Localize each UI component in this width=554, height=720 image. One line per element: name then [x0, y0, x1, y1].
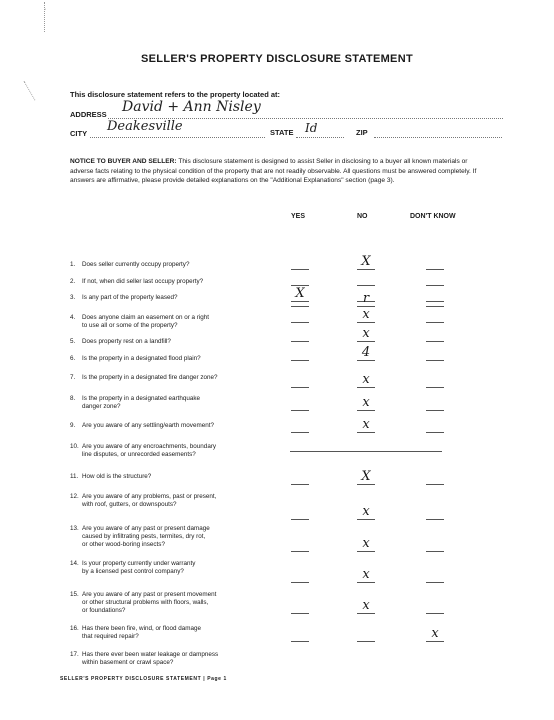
question-item	[70, 395, 285, 411]
scan-streak	[23, 81, 36, 101]
notice-paragraph	[70, 157, 490, 186]
address-label: ADDRESS	[70, 110, 107, 119]
question-text-continued: within basement or crawl space?	[82, 659, 174, 666]
question-text: Is any part of the property leased?	[82, 294, 178, 301]
question-text: Has there ever been water leakage or dampness	[82, 651, 219, 658]
answer-blank-yes[interactable]	[291, 432, 309, 433]
zip-label: ZIP	[356, 128, 368, 137]
answer-blank-yes[interactable]	[291, 322, 309, 323]
answer-blank-dont-know[interactable]	[426, 613, 444, 614]
question-text-continued: to use all or some of the property?	[82, 322, 178, 329]
question-number: 9.	[70, 422, 76, 429]
handwritten-check-mark: x	[362, 567, 370, 582]
answer-blank-dont-know[interactable]	[426, 322, 444, 323]
answer-blank-no[interactable]	[357, 341, 375, 342]
question-item	[70, 422, 285, 430]
answer-blank-yes[interactable]	[291, 410, 309, 411]
handwritten-check-mark: X	[295, 286, 305, 301]
handwritten-check-mark: x	[362, 307, 370, 322]
handwritten-check-mark: x	[362, 536, 370, 551]
question-number: 16.	[70, 625, 79, 632]
city-label: CITY	[70, 129, 88, 138]
question-number: 5.	[70, 338, 76, 345]
handwritten-check-mark: x	[431, 626, 439, 641]
question-text-continued: or foundations?	[82, 607, 126, 614]
answer-blank-yes[interactable]	[291, 613, 309, 614]
answer-blank-yes[interactable]	[291, 341, 309, 342]
question-text: Is the property in a designated fire danger zone?	[82, 374, 218, 381]
question-text-continued: caused by infiltrating pests, termites, dry rot,	[82, 533, 206, 540]
state-value: Id	[305, 121, 318, 135]
question-text-continued: with roof, gutters, or downspouts?	[82, 501, 177, 508]
answer-blank-dont-know[interactable]	[426, 519, 444, 520]
answer-blank-dont-know[interactable]	[426, 387, 444, 388]
city-underline	[90, 137, 265, 138]
question-number: 11.	[70, 473, 79, 480]
question-item	[70, 651, 285, 667]
question-number: 12.	[70, 493, 79, 500]
question-text: Is the property in a designated flood plain?	[82, 355, 201, 362]
structure-age-line	[290, 451, 442, 452]
question-text: Are you aware of any problems, past or present,	[82, 493, 217, 500]
handwritten-check-mark: 4	[361, 345, 371, 360]
question-number: 8.	[70, 395, 76, 402]
question-text-continued: or other wood-boring insects?	[82, 541, 165, 548]
answer-blank-no[interactable]	[357, 582, 375, 583]
answer-blank-yes[interactable]	[291, 582, 309, 583]
question-item	[70, 473, 285, 481]
column-dont-know: DON'T KNOW	[410, 213, 456, 220]
question-item	[70, 625, 285, 641]
question-item	[70, 374, 285, 382]
answer-blank-no[interactable]	[357, 410, 375, 411]
answer-blank-dont-know[interactable]	[426, 484, 444, 485]
address-value: David + Ann Nisley	[122, 99, 261, 115]
handwritten-check-mark: x	[362, 395, 370, 410]
answer-blank-yes[interactable]	[291, 551, 309, 552]
question-text: Is the property in a designated earthquake	[82, 395, 200, 402]
intro-text: This disclosure statement refers to the property located at:	[70, 90, 281, 99]
answer-blank-yes[interactable]	[291, 484, 309, 485]
question-text-continued: by a licensed pest control company?	[82, 568, 184, 575]
scan-mark: ·	[44, 6, 47, 13]
question-number: 4.	[70, 314, 76, 321]
city-value: Deakesville	[107, 119, 183, 134]
answer-blank-dont-know[interactable]	[426, 269, 444, 270]
scan-streak	[44, 2, 46, 32]
question-number: 17.	[70, 651, 79, 658]
question-text-continued: or other structural problems with floors, walls,	[82, 599, 209, 606]
answer-blank-yes[interactable]	[291, 301, 309, 302]
question-text-continued: that required repair?	[82, 633, 139, 640]
answer-blank-dont-know[interactable]	[426, 582, 444, 583]
question-text-continued: line disputes, or unrecorded easements?	[82, 451, 196, 458]
state-label: STATE	[270, 128, 294, 137]
answer-blank-no[interactable]	[357, 613, 375, 614]
question-text: Does anyone claim an easement on or a right	[82, 314, 210, 321]
answer-blank-yes[interactable]	[291, 387, 309, 388]
question-text: Does property rest on a landfill?	[82, 338, 171, 345]
answer-blank-yes[interactable]	[291, 641, 309, 642]
column-yes: YES	[291, 213, 306, 220]
question-text: How old is the structure?	[82, 473, 152, 480]
answer-blank-dont-know[interactable]	[426, 432, 444, 433]
column-no: NO	[357, 213, 368, 220]
question-text-continued: danger zone?	[82, 403, 121, 410]
question-item	[70, 591, 285, 615]
state-underline	[296, 137, 344, 138]
question-text: Are you aware of any encroachments, boundary	[82, 443, 217, 450]
question-number: 6.	[70, 355, 76, 362]
notice-lead: NOTICE TO BUYER AND SELLER:	[70, 158, 177, 165]
question-item	[70, 493, 285, 509]
handwritten-check-mark: x	[362, 326, 370, 341]
answer-blank-no[interactable]	[357, 269, 375, 270]
question-item	[70, 355, 285, 363]
page-footer: SELLER'S PROPERTY DISCLOSURE STATEMENT | Page 1	[60, 676, 227, 682]
question-item	[70, 525, 285, 549]
question-number: 14.	[70, 560, 79, 567]
handwritten-check-mark: x	[362, 598, 370, 613]
answer-blank-no[interactable]	[357, 641, 375, 642]
question-number: 3.	[70, 294, 76, 301]
zip-underline	[374, 137, 502, 138]
notice-body: This disclosure statement is designed to assist Seller in disclosing to a buyer all known materials or adverse facts relating to the physical condition of the property that are not readily observable. All questions must be answered completely. If answers are affirmative, please provide detailed explanations on the "Additional Explanations" section (page 3).	[70, 158, 477, 185]
question-number: 10.	[70, 443, 79, 450]
question-item	[70, 443, 285, 459]
question-number: 1.	[70, 261, 76, 268]
answer-blank-yes[interactable]	[291, 519, 309, 520]
handwritten-check-mark: x	[362, 504, 370, 519]
answer-blank-no[interactable]	[357, 432, 375, 433]
question-item	[70, 560, 285, 576]
page-title: SELLER'S PROPERTY DISCLOSURE STATEMENT	[141, 53, 413, 65]
question-item	[70, 338, 285, 346]
answer-blank-no[interactable]	[357, 519, 375, 520]
answer-blank-dont-know[interactable]	[426, 360, 444, 361]
handwritten-check-mark: X	[361, 254, 371, 269]
question-text: If not, when did seller last occupy property?	[82, 278, 204, 285]
question-text: Are you aware of any settling/earth movement?	[82, 422, 214, 429]
handwritten-check-mark: x	[362, 417, 370, 432]
answer-blank-no[interactable]	[357, 484, 375, 485]
question-item	[70, 261, 285, 269]
question-item	[70, 278, 285, 286]
question-number: 13.	[70, 525, 79, 532]
answer-blank-dont-know[interactable]	[426, 551, 444, 552]
handwritten-check-mark: x	[362, 372, 370, 387]
answer-blank-no[interactable]	[357, 285, 375, 286]
answer-blank-yes[interactable]	[291, 360, 309, 361]
question-number: 15.	[70, 591, 79, 598]
question-number: 7.	[70, 374, 76, 381]
question-text: Does seller currently occupy property?	[82, 261, 190, 268]
answer-blank-no[interactable]	[357, 387, 375, 388]
question-number: 2.	[70, 278, 76, 285]
question-text: Is your property currently under warranty	[82, 560, 196, 567]
answer-blank-yes[interactable]	[291, 306, 309, 307]
answer-blank-dont-know[interactable]	[426, 306, 444, 307]
handwritten-check-mark: r	[362, 291, 370, 306]
question-text: Are you aware of any past or present movement	[82, 591, 217, 598]
answer-blank-no[interactable]	[357, 551, 375, 552]
question-text: Has there been fire, wind, or flood damage	[82, 625, 202, 632]
answer-blank-yes[interactable]	[291, 269, 309, 270]
answer-blank-dont-know[interactable]	[426, 285, 444, 286]
question-text: Are you aware of any past or present damage	[82, 525, 210, 532]
answer-blank-no[interactable]	[357, 322, 375, 323]
handwritten-check-mark: X	[361, 469, 371, 484]
answer-blank-dont-know[interactable]	[426, 341, 444, 342]
answer-blank-dont-know[interactable]	[426, 641, 444, 642]
question-item	[70, 294, 285, 302]
answer-blank-dont-know[interactable]	[426, 301, 444, 302]
answer-blank-dont-know[interactable]	[426, 410, 444, 411]
question-item	[70, 314, 285, 330]
answer-blank-no[interactable]	[357, 360, 375, 361]
